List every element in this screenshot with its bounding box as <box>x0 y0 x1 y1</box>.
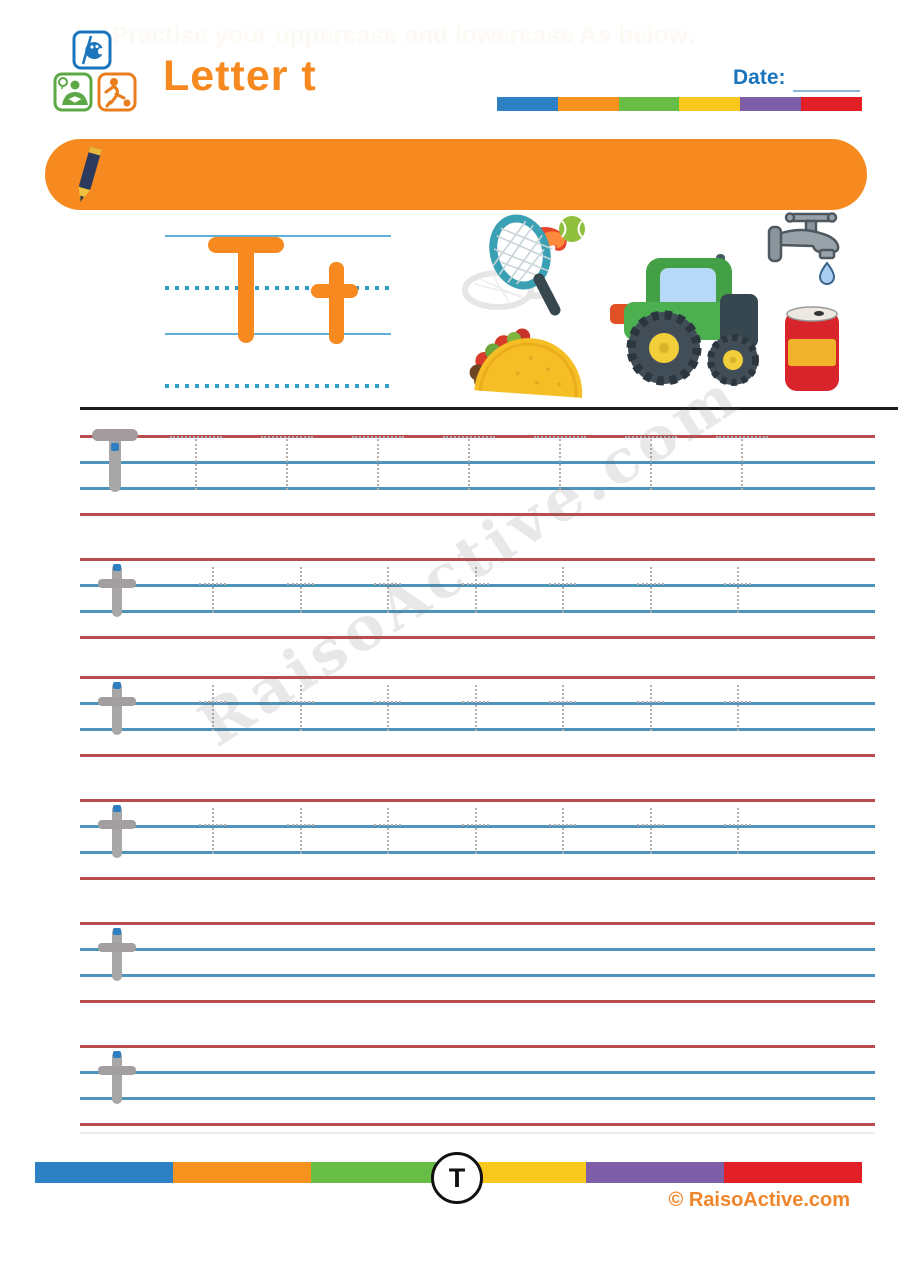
trace-crossbar <box>549 824 576 826</box>
trace-crossbar <box>374 824 401 826</box>
letter-trace <box>198 558 254 640</box>
trace-stem <box>212 567 214 613</box>
trace-bar <box>352 436 404 438</box>
trace-bar <box>534 436 586 438</box>
trace-stem <box>562 808 564 854</box>
trace-stem <box>300 567 302 613</box>
letter-stem <box>112 805 122 858</box>
trace-stem <box>562 685 564 731</box>
trace-stem <box>562 567 564 613</box>
trace-crossbar <box>549 583 576 585</box>
guide-line <box>80 1097 875 1100</box>
letter-trace <box>198 799 254 881</box>
letter-trace <box>461 799 517 881</box>
practice-row <box>80 676 875 760</box>
trace-stem <box>387 808 389 854</box>
letter-trace <box>723 676 779 758</box>
start-dot <box>113 682 121 689</box>
trace-crossbar <box>199 701 226 703</box>
start-dot <box>113 928 121 935</box>
trace-stem <box>559 439 561 490</box>
practice-row <box>80 799 875 883</box>
letter-trace <box>636 799 692 881</box>
trace-crossbar <box>637 824 664 826</box>
trace-crossbar <box>462 824 489 826</box>
letter-trace <box>461 676 517 758</box>
trace-stem <box>650 685 652 731</box>
letter-trace <box>286 799 342 881</box>
letter-trace <box>636 558 692 640</box>
date-label: Date: <box>733 66 786 89</box>
letter-trace <box>286 676 342 758</box>
rainbow-segment <box>311 1162 449 1183</box>
trace-stem <box>737 685 739 731</box>
trace-crossbar <box>287 583 314 585</box>
practice-row <box>80 1045 875 1129</box>
trace-stem <box>650 439 652 490</box>
trace-stem <box>387 567 389 613</box>
trace-stem <box>300 808 302 854</box>
trace-crossbar <box>287 824 314 826</box>
letter-crossbar <box>98 697 136 706</box>
letter-trace <box>548 558 604 640</box>
letter-trace <box>716 435 772 517</box>
letter-trace <box>534 435 590 517</box>
letter-trace <box>373 676 429 758</box>
example-letter <box>92 435 148 517</box>
letter-trace <box>352 435 408 517</box>
trace-stem <box>286 439 288 490</box>
trace-stem <box>741 439 743 490</box>
copyright-text: © RaisoActive.com <box>668 1189 850 1211</box>
trace-crossbar <box>287 701 314 703</box>
instruction-text: Practise your uppercase and lowercase As below: <box>112 21 697 49</box>
guide-line <box>80 1123 875 1126</box>
example-letter <box>98 1045 154 1127</box>
letter-trace <box>373 799 429 881</box>
trace-stem <box>377 439 379 490</box>
rainbow-segment <box>35 1162 173 1183</box>
letter-stem <box>112 564 122 617</box>
trace-stem <box>195 439 197 490</box>
letter-crossbar <box>98 1066 136 1075</box>
trace-crossbar <box>724 824 751 826</box>
trace-crossbar <box>462 583 489 585</box>
trace-crossbar <box>462 701 489 703</box>
example-letter <box>98 799 154 881</box>
start-dot <box>113 1051 121 1058</box>
start-dot <box>113 805 121 812</box>
guide-line <box>80 1045 875 1048</box>
letter-bar <box>92 429 138 441</box>
trace-stem <box>650 567 652 613</box>
letter-crossbar <box>98 579 136 588</box>
letter-crossbar <box>98 943 136 952</box>
trace-stem <box>475 808 477 854</box>
trace-stem <box>387 685 389 731</box>
guide-line <box>80 922 875 925</box>
trace-bar <box>170 436 222 438</box>
letter-trace <box>636 676 692 758</box>
letter-trace <box>723 558 779 640</box>
letter-trace <box>198 676 254 758</box>
letter-trace <box>261 435 317 517</box>
guide-line <box>80 948 875 951</box>
trace-crossbar <box>199 824 226 826</box>
practice-row <box>80 558 875 642</box>
guide-line <box>80 1071 875 1074</box>
page-title: Letter t <box>163 52 317 100</box>
trace-crossbar <box>637 701 664 703</box>
trace-crossbar <box>549 701 576 703</box>
start-dot <box>111 443 119 451</box>
letter-trace <box>170 435 226 517</box>
trace-crossbar <box>724 701 751 703</box>
example-letter <box>98 558 154 640</box>
letter-badge: T <box>431 1152 483 1204</box>
trace-bar <box>625 436 677 438</box>
letter-trace <box>723 799 779 881</box>
trace-stem <box>212 808 214 854</box>
trace-stem <box>300 685 302 731</box>
trace-crossbar <box>374 583 401 585</box>
rainbow-segment <box>586 1162 724 1183</box>
letter-trace <box>373 558 429 640</box>
letter-trace <box>625 435 681 517</box>
letter-trace <box>461 558 517 640</box>
faint-guide-line <box>80 1132 875 1134</box>
letter-trace <box>443 435 499 517</box>
trace-stem <box>737 808 739 854</box>
letter-crossbar <box>98 820 136 829</box>
trace-stem <box>650 808 652 854</box>
start-dot <box>113 564 121 571</box>
trace-crossbar <box>199 583 226 585</box>
letter-trace <box>548 799 604 881</box>
trace-stem <box>475 685 477 731</box>
rainbow-segment <box>724 1162 862 1183</box>
practice-row <box>80 922 875 1006</box>
trace-stem <box>468 439 470 490</box>
trace-stem <box>212 685 214 731</box>
practice-row <box>80 435 875 519</box>
letter-stem <box>112 1051 122 1104</box>
rainbow-segment <box>173 1162 311 1183</box>
trace-bar <box>443 436 495 438</box>
letter-stem <box>112 928 122 981</box>
trace-stem <box>737 567 739 613</box>
guide-line <box>80 974 875 977</box>
trace-crossbar <box>724 583 751 585</box>
trace-stem <box>475 567 477 613</box>
guide-line <box>80 1000 875 1003</box>
letter-trace <box>548 676 604 758</box>
trace-crossbar <box>637 583 664 585</box>
trace-bar <box>261 436 313 438</box>
example-letter <box>98 676 154 758</box>
letter-stem <box>112 682 122 735</box>
letter-trace <box>286 558 342 640</box>
trace-bar <box>716 436 768 438</box>
trace-crossbar <box>374 701 401 703</box>
example-letter <box>98 922 154 1004</box>
